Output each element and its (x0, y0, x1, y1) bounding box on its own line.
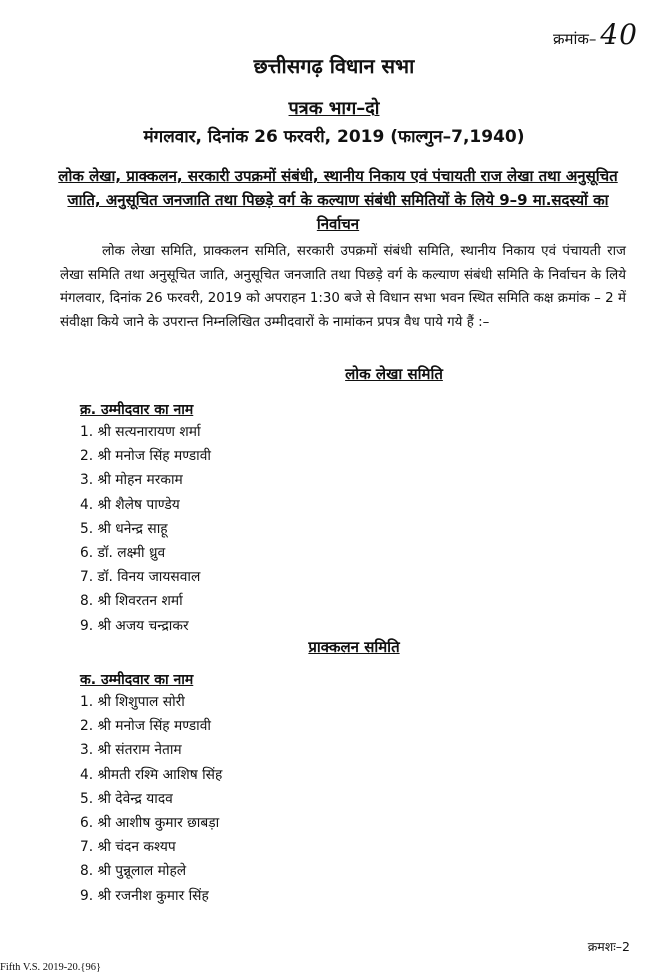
list-item: 1. श्री शिशुपाल सोरी (80, 694, 185, 710)
list-item: 4. श्रीमती रश्मि आशिष सिंह (80, 766, 223, 783)
list-item: 3. श्री मोहन मरकाम (80, 472, 183, 489)
continued-marker: क्रमशः–2 (587, 939, 630, 954)
list-item: 6. डॉ. लक्ष्मी ध्रुव (80, 544, 166, 561)
file-reference: Fifth V.S. 2019-20.{96} (0, 962, 102, 973)
list-item: 2. श्री मनोज सिंह मण्डावी (80, 718, 211, 735)
list-item: 9. श्री अजय चन्द्राकर (80, 617, 189, 634)
list-item: 7. श्री चंदन कश्यप (80, 839, 176, 856)
list-item: 8. श्री पुन्नूलाल मोहले (80, 863, 187, 880)
member-list-public-accounts (80, 420, 211, 638)
date-line: मंगलवार, दिनांक 26 फरवरी, 2019 (फाल्गुन–7,1940) (143, 127, 525, 147)
assembly-title: छत्तीसगढ़ विधान सभा (253, 54, 415, 78)
list-item: 5. श्री देवेन्द्र यादव (80, 790, 173, 807)
list-header-public-accounts: क्र. उम्मीदवार का नाम (80, 402, 194, 418)
list-item: 9. श्री रजनीश कुमार सिंह (80, 887, 209, 904)
list-header-estimates: क. उम्मीदवार का नाम (80, 672, 194, 688)
subject-heading: लोक लेखा, प्राक्कलन, सरकारी उपक्रमों संबंधी, स्थानीय निकाय एवं पंचायती राज लेखा तथा अनुसूचित जाति, अनुसूचित जनजाति तथा पिछड़े वर्ग के कल्याण संबंधी समितियों के लिये 9–9 मा.सदस्यों का निर्वाचन (58, 167, 618, 233)
patrak-title: पत्रक भाग–दो (288, 98, 380, 119)
serial-label: क्रमांक– (552, 30, 597, 48)
list-item: 7. डॉ. विनय जायसवाल (80, 569, 201, 586)
section-title-public-accounts: लोक लेखा समिति (345, 365, 443, 383)
serial-number (553, 18, 638, 51)
list-item: 4. श्री शैलेष पाण्डेय (80, 496, 180, 513)
serial-handwritten-number: 40 (600, 18, 638, 51)
list-item: 8. श्री शिवरतन शर्मा (80, 593, 183, 610)
list-item: 6. श्री आशीष कुमार छाबड़ा (80, 814, 220, 831)
list-item: 3. श्री संतराम नेताम (80, 742, 182, 759)
list-item: 1. श्री सत्यनारायण शर्मा (80, 424, 201, 440)
list-item: 2. श्री मनोज सिंह मण्डावी (80, 448, 211, 465)
list-item: 5. श्री धनेन्द्र साहू (80, 520, 168, 537)
intro-paragraph: लोक लेखा समिति, प्राक्कलन समिति, सरकारी उपक्रमों संबंधी समिति, स्थानीय निकाय एवं पंचायती राज लेखा समिति तथा अनुसूचित जाति, अनुसूचित जनजाति तथा पिछड़े वर्ग के कल्याण संबंधी समिति के निर्वाचन के लिये मंगलवार, दिनांक 26 फरवरी, 2019 को अपराहन 1:30 बजे से विधान सभा भवन स्थित समिति कक्ष क्रमांक – 2 में संवीक्षा किये जाने के उपरान्त निम्नलिखित उम्मीदवारों के नामांकन प्रपत्र वैध पाये गये हैं :– (60, 244, 626, 330)
member-list-estimates (80, 690, 222, 908)
section-title-estimates: प्राक्कलन समिति (308, 638, 400, 656)
